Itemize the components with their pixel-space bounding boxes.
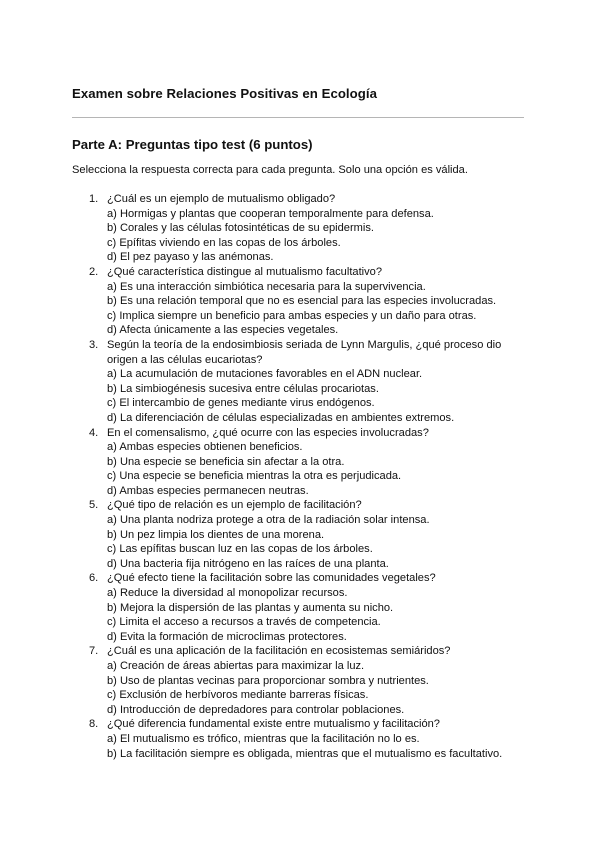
instructions-text: Selecciona la respuesta correcta para cada pregunta. Solo una opción es válida. bbox=[72, 164, 468, 176]
document-title: Examen sobre Relaciones Positivas en Ecología bbox=[72, 86, 377, 101]
question-number: 5. bbox=[89, 499, 99, 512]
answer-option: d) Introducción de depredadores para controlar poblaciones. bbox=[107, 703, 405, 716]
answer-option: b) Mejora la dispersión de las plantas y aumenta su nicho. bbox=[107, 601, 394, 614]
options-list bbox=[107, 367, 526, 425]
answer-option: d) Una bacteria fija nitrógeno en las raíces de una planta. bbox=[107, 557, 389, 570]
answer-option: c) Limita el acceso a recursos a través de competencia. bbox=[107, 616, 381, 629]
answer-option: c) Implica siempre un beneficio para ambas especies y un daño para otras. bbox=[107, 309, 477, 322]
answer-option: d) El pez payaso y las anémonas. bbox=[107, 251, 274, 264]
section-title: Parte A: Preguntas tipo test (6 puntos) bbox=[72, 137, 313, 152]
question-item bbox=[86, 498, 526, 571]
answer-option: a) Hormigas y plantas que cooperan temporalmente para defensa. bbox=[107, 207, 434, 220]
question-number: 3. bbox=[89, 338, 99, 351]
questions-list bbox=[86, 192, 526, 761]
question-item bbox=[86, 192, 526, 265]
answer-option: b) Corales y las células fotosintéticas de su epidermis. bbox=[107, 222, 374, 235]
answer-option: c) Exclusión de herbívoros mediante barreras físicas. bbox=[107, 689, 369, 702]
question-item bbox=[86, 717, 526, 761]
answer-option: c) El intercambio de genes mediante virus endógenos. bbox=[107, 397, 375, 410]
answer-option: b) Uso de plantas vecinas para proporcionar sombra y nutrientes. bbox=[107, 674, 429, 687]
options-list bbox=[107, 586, 526, 644]
options-list bbox=[107, 280, 526, 338]
answer-option: a) El mutualismo es trófico, mientras que la facilitación no lo es. bbox=[107, 732, 420, 745]
question-text: ¿Qué característica distingue al mutualismo facultativo? bbox=[107, 265, 383, 278]
question-item bbox=[86, 644, 526, 717]
answer-option: a) Creación de áreas abiertas para maximizar la luz. bbox=[107, 660, 365, 672]
answer-option: a) La acumulación de mutaciones favorables en el ADN nuclear. bbox=[107, 368, 423, 381]
answer-option: b) Es una relación temporal que no es esencial para las especies involucradas. bbox=[107, 295, 497, 308]
question-text: ¿Cuál es una aplicación de la facilitación en ecosistemas semiáridos? bbox=[107, 645, 451, 658]
question-text: ¿Qué efecto tiene la facilitación sobre las comunidades vegetales? bbox=[107, 572, 436, 585]
options-list bbox=[107, 659, 526, 717]
answer-option: b) Una especie se beneficia sin afectar a la otra. bbox=[107, 455, 345, 468]
question-item bbox=[86, 338, 526, 426]
question-text: Según la teoría de la endosimbiosis seriada de Lynn Margulis, ¿qué proceso dio origen a las células eucariotas? bbox=[107, 338, 502, 366]
question-number: 4. bbox=[89, 426, 99, 439]
question-text: ¿Cuál es un ejemplo de mutualismo obligado? bbox=[107, 193, 336, 205]
question-item bbox=[86, 571, 526, 644]
answer-option: b) La simbiogénesis sucesiva entre células procariotas. bbox=[107, 382, 379, 395]
question-number: 1. bbox=[89, 193, 99, 205]
options-list bbox=[107, 732, 526, 761]
options-list bbox=[107, 207, 526, 265]
question-text: ¿Qué diferencia fundamental existe entre mutualismo y facilitación? bbox=[107, 718, 440, 731]
question-number: 8. bbox=[89, 718, 99, 731]
question-number: 7. bbox=[89, 645, 99, 658]
answer-option: c) Epífitas viviendo en las copas de los árboles. bbox=[107, 236, 341, 249]
options-list bbox=[107, 513, 526, 571]
answer-option: a) Ambas especies obtienen beneficios. bbox=[107, 441, 303, 454]
answer-option: d) La diferenciación de células especializadas en ambientes extremos. bbox=[107, 411, 455, 424]
answer-option: b) La facilitación siempre es obligada, mientras que el mutualismo es facultativo. bbox=[107, 747, 503, 760]
question-item bbox=[86, 265, 526, 338]
question-number: 6. bbox=[89, 572, 99, 585]
answer-option: a) Una planta nodriza protege a otra de la radiación solar intensa. bbox=[107, 514, 430, 527]
answer-option: a) Reduce la diversidad al monopolizar recursos. bbox=[107, 587, 348, 600]
answer-option: d) Evita la formación de microclimas protectores. bbox=[107, 630, 347, 643]
question-text: ¿Qué tipo de relación es un ejemplo de facilitación? bbox=[107, 499, 362, 512]
answer-option: a) Es una interacción simbiótica necesaria para la supervivencia. bbox=[107, 280, 426, 293]
answer-option: c) Las epífitas buscan luz en las copas de los árboles. bbox=[107, 543, 373, 556]
question-number: 2. bbox=[89, 265, 99, 278]
title-divider bbox=[72, 117, 524, 118]
question-item bbox=[86, 426, 526, 499]
answer-option: b) Un pez limpia los dientes de una morena. bbox=[107, 528, 325, 541]
answer-option: c) Una especie se beneficia mientras la otra es perjudicada. bbox=[107, 470, 402, 483]
answer-option: d) Afecta únicamente a las especies vegetales. bbox=[107, 324, 339, 337]
answer-option: d) Ambas especies permanecen neutras. bbox=[107, 484, 309, 497]
options-list bbox=[107, 440, 526, 498]
question-text: En el comensalismo, ¿qué ocurre con las especies involucradas? bbox=[107, 426, 429, 439]
